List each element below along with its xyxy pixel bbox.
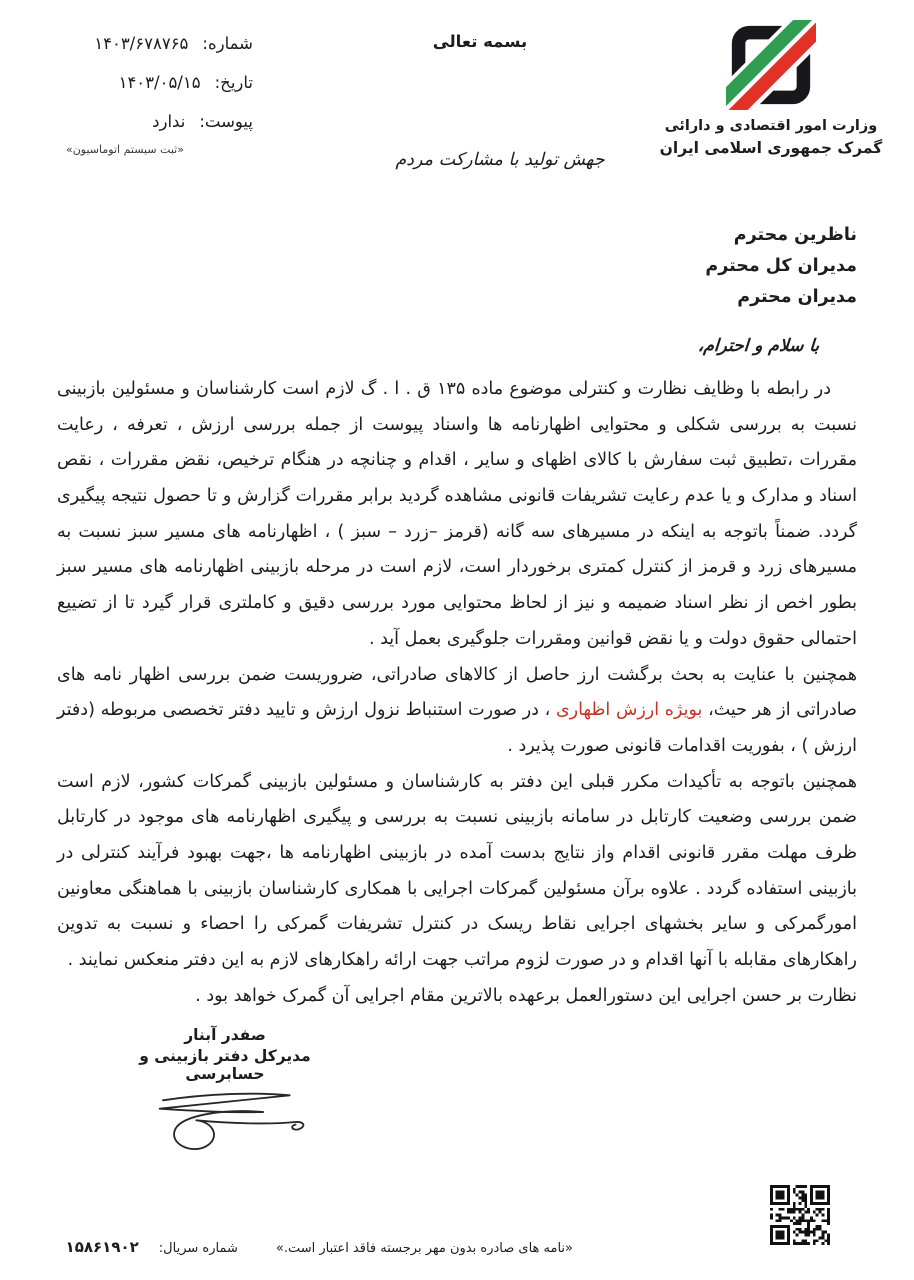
organization-name: گمرک جمهوری اسلامی ایران [659, 139, 883, 157]
year-slogan-text: جهش تولید با مشارکت مردم [395, 150, 605, 170]
serial-number-pair [66, 1238, 238, 1256]
serial-number-label: شماره سریال: [158, 1241, 238, 1256]
organization-block [656, 20, 886, 157]
recipient-line: ناظرین محترم [733, 225, 857, 245]
signatory-title: مدیرکل دفتر بازبینی و حسابرسی [139, 1047, 311, 1083]
recipient-line: مدیران کل محترم [705, 256, 857, 276]
validity-note: «نامه های صادره بدون مهر برجسته فاقد اعتبار است.» [275, 1241, 573, 1256]
letter-date-label: تاریخ: [214, 73, 253, 92]
body-paragraph-2 [57, 658, 857, 765]
body-paragraph-3: همچنین باتوجه به تأکیدات مکرر قبلی این دفتر به کارشناسان و مسئولین بازبینی گمرکات کشور، لازم است ضمن بررسی وضعیت کارتابل در سامانه بازبینی نسبت به بررسی و پیگیری اظهارنامه های موجود در کارتابل ظرف مهلت مقرر قانونی اقدام واز نتایج بدست آمده در بازبینی اظهارنامه ها ،جهت بهبود فرآیند کنترلی در بازبینی استفاده گردد . علاوه برآن مسئولین گمرکات اجرایی با همکاری کارشناسان بازبینی با هماهنگی معاونین امورگمرکی و سایر بخشهای اجرایی نقاط ریسک در کنترل تشریفات گمرکی را احصاء و نسبت به تدوین راهکارهای مقابله با آنها اقدام و در صورت لزوم مراتب جهت ارائه راهکارهای لازم به این دفتر منعکس نمایند . [57, 771, 857, 970]
ministry-name: وزارت امور اقتصادی و دارائی [664, 118, 878, 134]
qr-code-icon [770, 1184, 830, 1246]
qr-code-container [770, 1184, 830, 1246]
attachment-row [38, 112, 253, 131]
body-paragraph-1: در رابطه با وظایف نظارت و کنترلی موضوع ماده ۱۳۵ ق . ا . گ لازم است کارشناسان و مسئولین بازبینی نسبت به بررسی شکلی و محتوایی اظهارنامه ها واسناد پیوست از جمله بررسی ارزش ، تعرفه ، رعایت مقررات ،تطبیق ثبت سفارش با کالای اظهای و سایر ، اقدام و چنانچه در هنگام ترخیص، نقض مقررات ، نقص اسناد و مدارک و یا عدم رعایت تشریفات قانونی مشاهده گردید برابر مقررات گزارش و تا حصول نتیجه پیگیری گردد. ضمناً باتوجه به اینکه در مسیرهای سه گانه (قرمز –زرد – سبز ) ، اظهارنامه های مسیر سبز نسبت به مسیرهای زرد و قرمز از کنترل کمتری برخوردار است، لازم است در مرحله بازبینی اظهارنامه های مسیر سبز بطور اخص از نظر اسناد ضمیمه و نیز از لحاظ محتوایی مورد بررسی دقیق و کاملتری قرار گیرد تا از تضییع احتمالی حقوق دولت و یا نقض قوانین ومقررات جلوگیری بعمل آید . [57, 379, 857, 649]
letter-footer [65, 1238, 573, 1256]
salutation-text: با سلام و احترام، [697, 336, 820, 356]
body-paragraph-4: نظارت بر حسن اجرایی این دستورالعمل برعهده بالاترین مقام اجرایی آن گمرک خواهد بود . [195, 985, 857, 1006]
letter-meta-block [38, 34, 253, 156]
customs-logo-icon [726, 20, 816, 110]
attachment-label: پیوست: [199, 112, 253, 131]
signature-scribble-icon [118, 1087, 333, 1162]
body-paragraph-2-end: ، در صورت استنباط نزول ارزش و تایید دفتر تخصصی مربوطه (دفتر ارزش ) ، بفوریت اقدامات قانونی صورت پذیرد . [57, 700, 857, 756]
signature-block [100, 1026, 350, 1166]
letter-date-value: ۱۴۰۳/۰۵/۱۵ [118, 73, 201, 92]
attachment-value: ندارد [152, 112, 186, 131]
letter-number-label: شماره: [202, 34, 253, 53]
recipient-line: مدیران محترم [737, 287, 857, 307]
signatory-name: صفدر آبنار [184, 1026, 266, 1044]
bismillah-text: بسمه تعالی [432, 32, 528, 51]
letter-number-value: ۱۴۰۳/۶۷۸۷۶۵ [94, 34, 189, 53]
recipients-block [705, 220, 857, 313]
body-paragraph-2-start: همچنین با عنایت به بحث برگشت ارز حاصل از کالاهای صادراتی، ضروریست ضمن بررسی اظهار نامه های صادراتی از هر حیث، [57, 664, 857, 721]
letter-date-row [38, 73, 253, 92]
letter-number-row [38, 34, 253, 53]
declared-value-highlight: بویژه ارزش اظهاری [555, 700, 703, 721]
letter-body [57, 372, 857, 1014]
automation-note: «ثبت سیستم اتوماسیون» [66, 143, 184, 156]
serial-number-value: ۱۵۸۶۱۹۰۲ [65, 1238, 139, 1256]
